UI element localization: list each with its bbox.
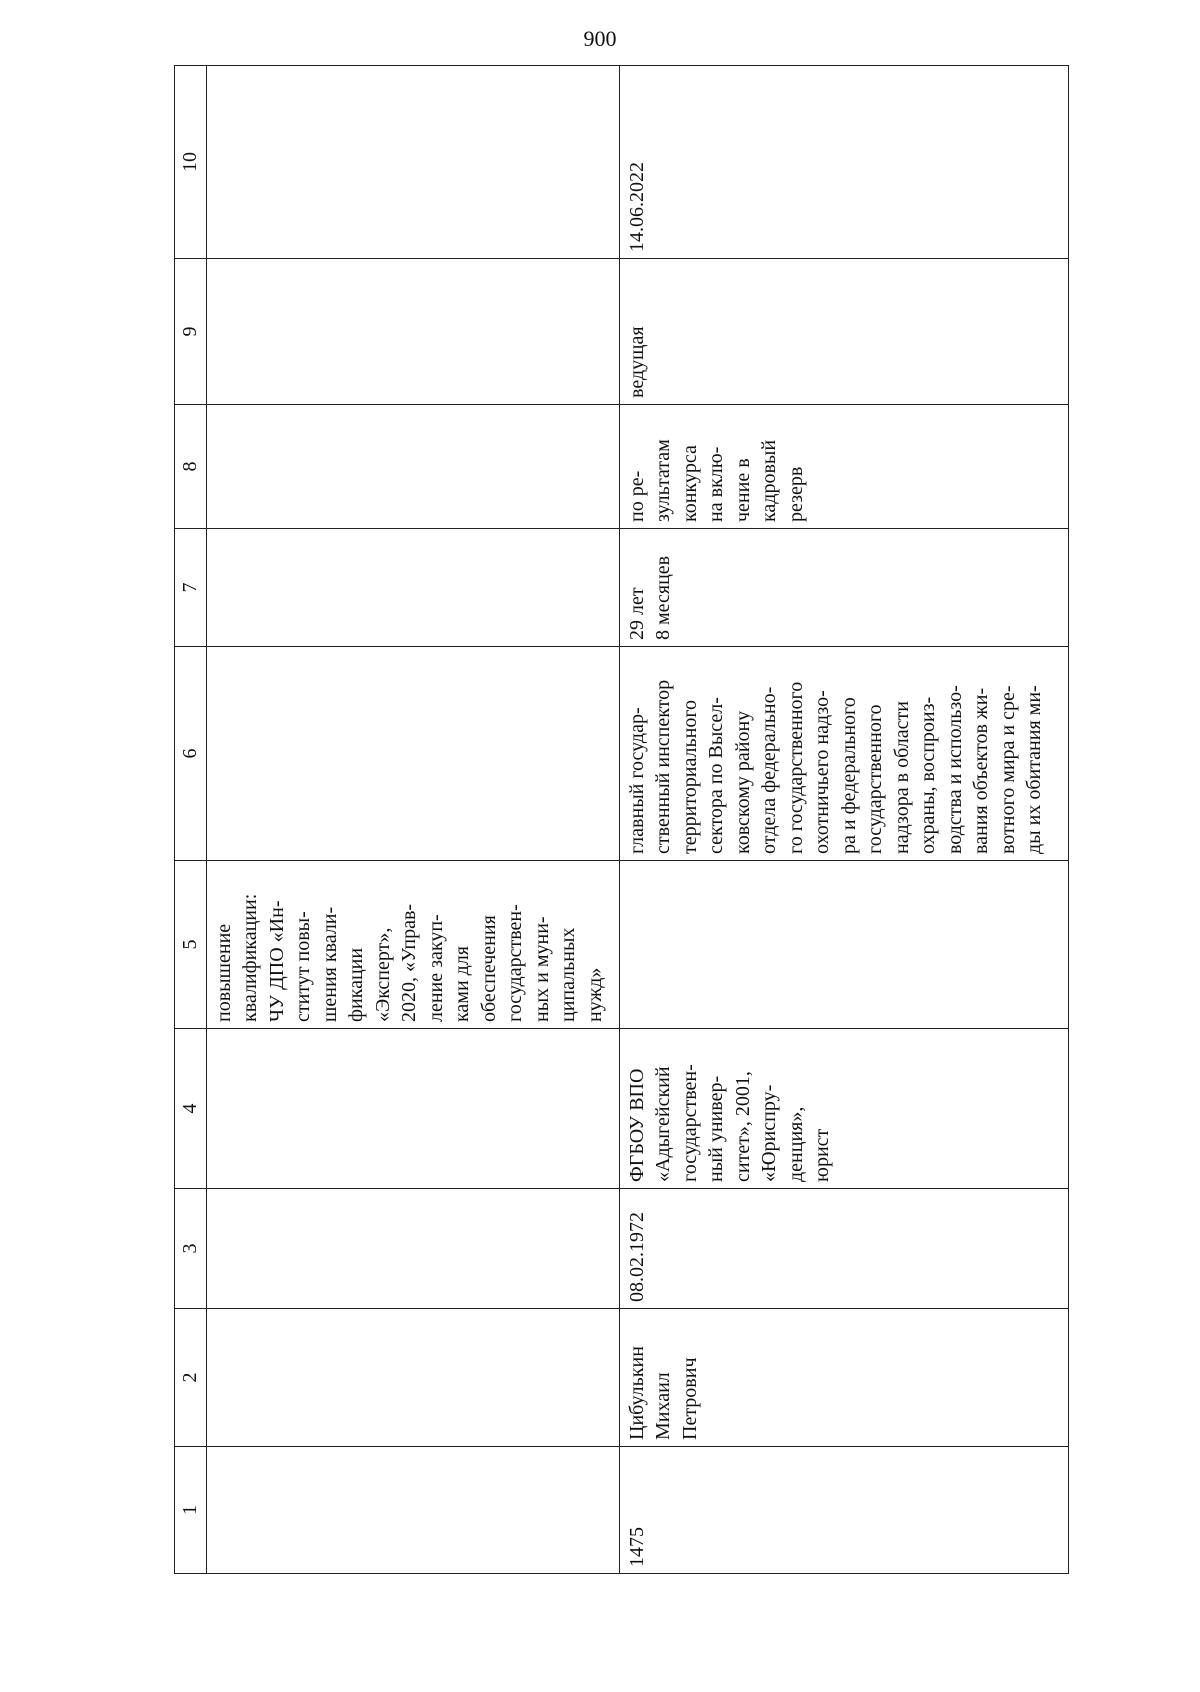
- full-name-cell: [619, 1309, 1068, 1447]
- text-line: ками для: [451, 945, 473, 1022]
- text-line: ципальных: [557, 927, 579, 1022]
- text-line: 2020, «Управ-: [398, 903, 420, 1022]
- text-line: отдела федерально-: [758, 686, 780, 854]
- header-cell: 7: [175, 529, 207, 647]
- text-line: водства и использо-: [943, 685, 966, 854]
- table-cell: [206, 1029, 619, 1189]
- text-line: государствен-: [678, 1064, 701, 1182]
- table-cell: [619, 861, 1068, 1029]
- text-line: резерв: [784, 466, 807, 522]
- text-line: вотного мира и сре-: [996, 685, 1019, 854]
- text-line: ление закуп-: [424, 914, 447, 1022]
- personnel-table: [174, 65, 1069, 1574]
- text-line: ЧУ ДПО «Ин-: [265, 900, 288, 1022]
- text-line: Михаил: [652, 1372, 674, 1440]
- table-cell: [206, 529, 619, 647]
- table-cell: [206, 647, 619, 861]
- text-line: ситет», 2001,: [731, 1071, 754, 1182]
- header-cell: 1: [175, 1447, 207, 1574]
- rotated-table-container: [174, 66, 1062, 1574]
- text-line: государствен-: [504, 904, 526, 1022]
- text-line: денция»,: [784, 1106, 807, 1182]
- text-line: ды их обитания ми-: [1023, 685, 1045, 854]
- text-line: надзора в области: [890, 701, 913, 854]
- education-cell: [619, 1029, 1068, 1189]
- text-line: «Юриспру-: [758, 1084, 780, 1182]
- text-line: зультатам: [652, 439, 674, 522]
- text-line: 29 лет: [625, 587, 648, 640]
- text-line: главный государ-: [625, 707, 648, 854]
- header-cell: 10: [175, 66, 207, 259]
- text-line: по ре-: [625, 470, 648, 522]
- table-cell: [206, 1309, 619, 1447]
- header-cell: 2: [175, 1309, 207, 1447]
- text-line: кадровый: [758, 439, 780, 522]
- text-line: фикации: [345, 947, 367, 1022]
- text-line: квалификации:: [239, 893, 261, 1022]
- record-number-cell: 1475: [619, 1447, 1068, 1574]
- header-cell: 6: [175, 647, 207, 861]
- page-number: 900: [583, 26, 617, 51]
- text-line: повышение: [212, 923, 235, 1022]
- header-cell: 9: [175, 259, 207, 405]
- text-line: «Адыгейский: [652, 1066, 674, 1182]
- table-cell: [206, 405, 619, 529]
- text-line: Цибулькин: [625, 1346, 648, 1440]
- text-line: шения квали-: [318, 906, 341, 1022]
- text-line: «Эксперт»,: [371, 927, 394, 1022]
- table-cell: [206, 259, 619, 405]
- position-cell: [619, 647, 1068, 861]
- table-cell: [206, 1189, 619, 1309]
- position-group-cell: ведущая: [619, 259, 1068, 405]
- inclusion-date-cell: 14.06.2022: [619, 66, 1068, 259]
- record-row: [619, 66, 1068, 1574]
- basis-cell: [619, 405, 1068, 529]
- text-line: охраны, воспроиз-: [917, 696, 939, 854]
- qualification-cell: [206, 861, 619, 1029]
- header-cell: 8: [175, 405, 207, 529]
- text-line: ра и федерального: [837, 697, 860, 854]
- text-line: сектора по Высел-: [705, 697, 727, 854]
- text-line: государственного: [864, 704, 886, 854]
- text-line: 8 месяцев: [652, 555, 674, 640]
- header-cell: 4: [175, 1029, 207, 1189]
- text-line: охотничьего надзо-: [811, 690, 833, 854]
- text-line: ститут повы-: [292, 911, 314, 1022]
- text-line: на вклю-: [705, 446, 727, 522]
- text-line: ковскому району: [731, 710, 754, 854]
- text-line: юрист: [811, 1128, 833, 1182]
- table-cell: [206, 66, 619, 259]
- continuation-row: [206, 66, 619, 1574]
- text-line: обеспечения: [477, 915, 500, 1022]
- text-line: чение в: [731, 458, 754, 522]
- text-line: территориального: [678, 699, 701, 854]
- header-cell: 3: [175, 1189, 207, 1309]
- text-line: нужд»: [583, 967, 606, 1022]
- header-cell: 5: [175, 861, 207, 1029]
- text-line: вания объектов жи-: [970, 687, 992, 854]
- text-line: ный универ-: [705, 1075, 727, 1182]
- header-row: [175, 66, 207, 1574]
- table-cell: [206, 1447, 619, 1574]
- text-line: Петрович: [678, 1357, 701, 1440]
- text-line: ФГБОУ ВПО: [625, 1068, 648, 1182]
- text-line: го государственного: [784, 681, 807, 854]
- birth-date-cell: 08.02.1972: [619, 1189, 1068, 1309]
- text-line: ных и муни-: [530, 916, 553, 1022]
- text-line: конкурса: [678, 445, 701, 522]
- text-line: ственный инспектор: [652, 679, 674, 854]
- experience-cell: [619, 529, 1068, 647]
